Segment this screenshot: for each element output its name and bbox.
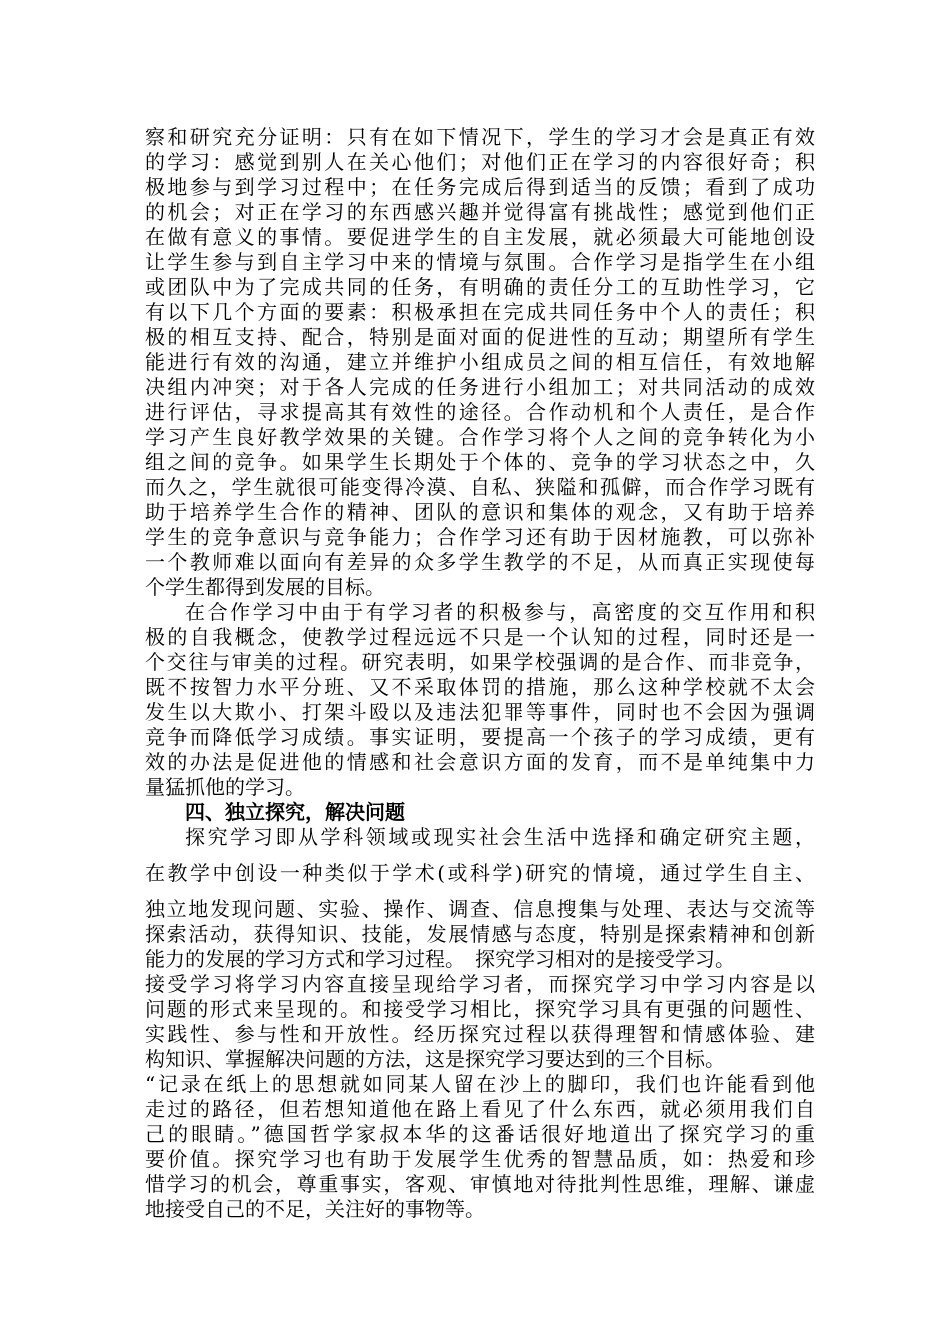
text-line: 竞争而降低学习成绩。事实证明，要提高一个孩子的学习成绩，更有 <box>145 725 815 749</box>
text-line: 实践性、参与性和开放性。经历探究过程以获得理智和情感体验、建 <box>145 1022 815 1046</box>
text-line: 独立地发现问题、实验、操作、调查、信息搜集与处理、表达与交流等 <box>145 897 815 921</box>
text-line: 效的办法是促进他的情感和社会意识方面的发育，而不是单纯集中力 <box>145 750 815 774</box>
text-line: 在合作学习中由于有学习者的积极参与，高密度的交互作用和积 <box>185 600 815 624</box>
text-line: 学习产生良好教学效果的关键。合作学习将个人之间的竞争转化为小 <box>145 425 815 449</box>
text-line: 决组内冲突；对于各人完成的任务进行小组加工；对共同活动的成效 <box>145 375 815 399</box>
text-line: 的机会；对正在学习的东西感兴趣并觉得富有挑战性；感觉到他们正 <box>145 200 815 224</box>
text-line: 问题的形式来呈现的。和接受学习相比，探究学习具有更强的问题性、 <box>145 997 815 1021</box>
text-line: 己的眼睛。”德国哲学家叔本华的这番话很好地道出了探究学习的重 <box>145 1122 815 1146</box>
text-line: 让学生参与到自主学习中来的情境与氛围。合作学习是指学生在小组 <box>145 250 815 274</box>
text-line: 能力的发展的学习方式和学习过程。 探究学习相对的是接受学习。 <box>145 947 735 971</box>
text-line: 在做有意义的事情。要促进学生的自主发展，就必须最大可能地创设 <box>145 225 815 249</box>
text-line: 或团队中为了完成共同的任务，有明确的责任分工的互助性学习，它 <box>145 275 815 299</box>
text-line: 地接受自己的不足，关注好的事物等。 <box>145 1197 485 1221</box>
text-line: 极地参与到学习过程中；在任务完成后得到适当的反馈；看到了成功 <box>145 175 815 199</box>
text-line: 的学习：感觉到别人在关心他们；对他们正在学习的内容很好奇；积 <box>145 150 815 174</box>
text-line: 极的相互支持、配合，特别是面对面的促进性的互动；期望所有学生 <box>145 325 815 349</box>
text-line: 既不按智力水平分班、又不采取体罚的措施，那么这种学校就不太会 <box>145 675 815 699</box>
text-line: 探究学习即从学科领域或现实社会生活中选择和确定研究主题， <box>185 825 815 849</box>
text-line: 要价值。探究学习也有助于发展学生优秀的智慧品质，如：热爱和珍 <box>145 1147 815 1171</box>
text-line: 极的自我概念，使教学过程远远不只是一个认知的过程，同时还是一 <box>145 625 815 649</box>
text-line: “记录在纸上的思想就如同某人留在沙上的脚印，我们也许能看到他 <box>145 1072 815 1096</box>
text-line: 一个教师难以面向有差异的众多学生教学的不足，从而真正实现使每 <box>145 550 815 574</box>
text-line: 个学生都得到发展的目标。 <box>145 575 385 599</box>
text-line: 在教学中创设一种类似于学术(或科学)研究的情境，通过学生自主、 <box>145 861 815 885</box>
text-line: 察和研究充分证明：只有在如下情况下，学生的学习才会是真正有效 <box>145 125 815 149</box>
text-line: 量猛抓他的学习。 <box>145 775 305 799</box>
text-line: 探索活动，获得知识、技能，发展情感与态度，特别是探索精神和创新 <box>145 922 815 946</box>
text-line: 构知识、掌握解决问题的方法，这是探究学习要达到的三个目标。 <box>145 1047 725 1071</box>
text-line: 能进行有效的沟通，建立并维护小组成员之间的相互信任，有效地解 <box>145 350 815 374</box>
section-heading: 四、独立探究，解决问题 <box>185 800 405 824</box>
text-line: 学生的竞争意识与竞争能力；合作学习还有助于因材施教，可以弥补 <box>145 525 815 549</box>
text-line: 助于培养学生合作的精神、团队的意识和集体的观念，又有助于培养 <box>145 500 815 524</box>
text-line: 进行评估，寻求提高其有效性的途径。合作动机和个人责任，是合作 <box>145 400 815 424</box>
text-line: 而久之，学生就很可能变得冷漠、自私、狭隘和孤僻，而合作学习既有 <box>145 475 815 499</box>
text-line: 走过的路径，但若想知道他在路上看见了什么东西，就必须用我们自 <box>145 1097 815 1121</box>
text-line: 发生以大欺小、打架斗殴以及违法犯罪等事件，同时也不会因为强调 <box>145 700 815 724</box>
text-line: 有以下几个方面的要素：积极承担在完成共同任务中个人的责任；积 <box>145 300 815 324</box>
text-line: 惜学习的机会，尊重事实，客观、审慎地对待批判性思维，理解、谦虚 <box>145 1172 815 1196</box>
text-line: 接受学习将学习内容直接呈现给学习者，而探究学习中学习内容是以 <box>145 972 815 996</box>
text-line: 组之间的竞争。如果学生长期处于个体的、竞争的学习状态之中，久 <box>145 450 815 474</box>
text-line: 个交往与审美的过程。研究表明，如果学校强调的是合作、而非竞争， <box>145 650 815 674</box>
